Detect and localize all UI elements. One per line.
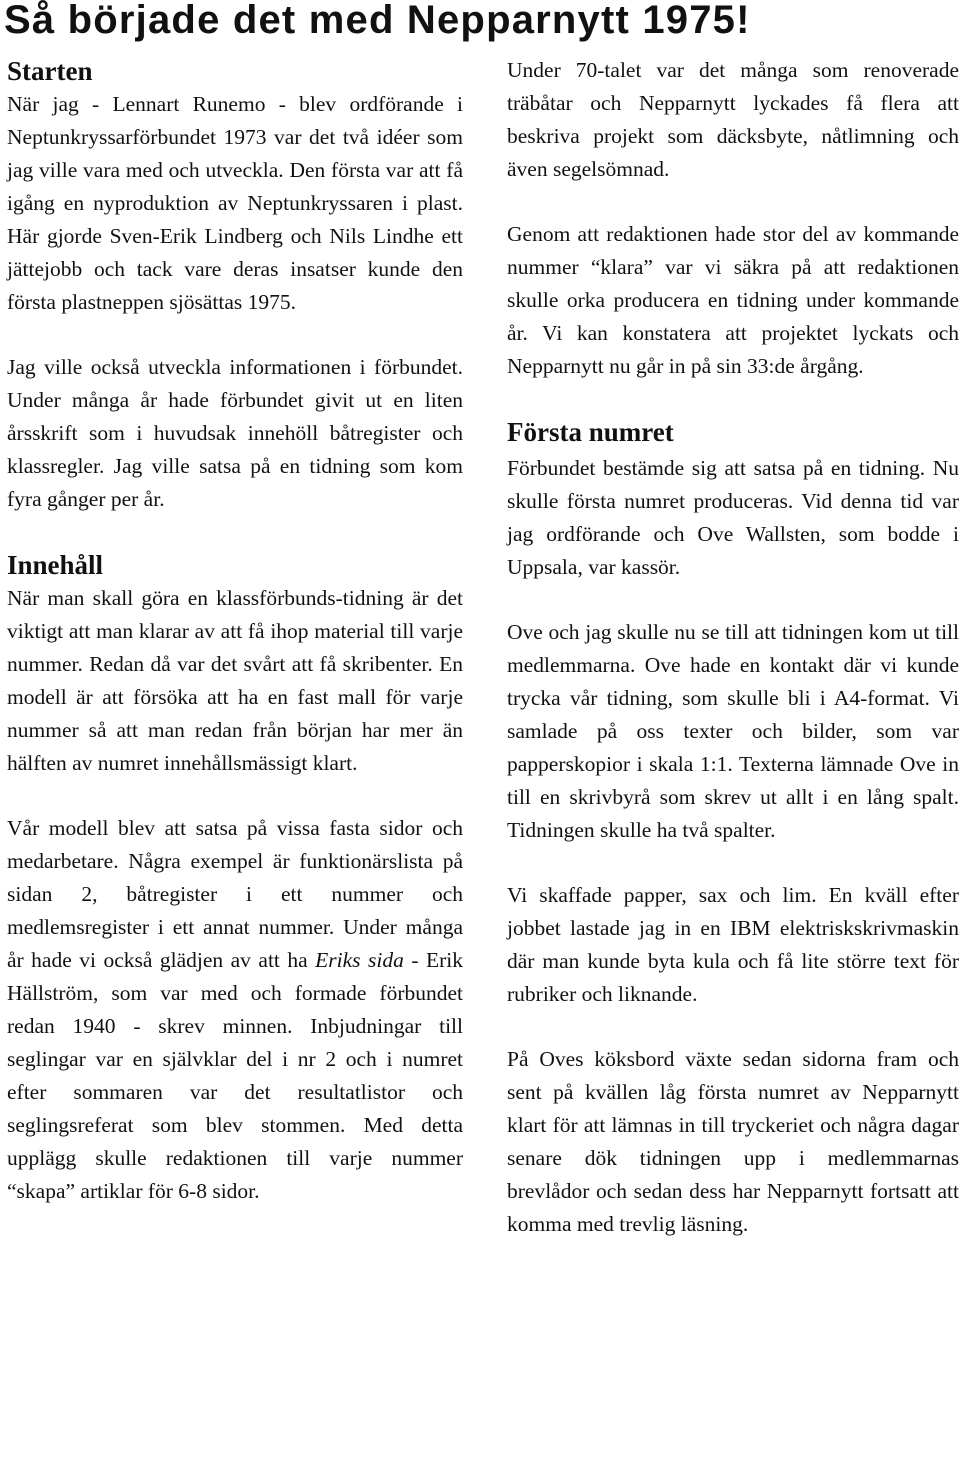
paragraph-innehall-1: När man skall göra en klassförbunds-tidning är det viktigt att man klarar av att få ihop material till varje nummer. Redan då var det svårt att få skribenter. En modell är att försöka att ha en fast mall för varje nummer så att man redan från början har mer än hälften av numret innehållsmässigt klart. — [7, 586, 463, 775]
page-title: Så började det med Nepparnytt 1975! — [4, 0, 751, 42]
paragraph-innehall-2-a: Vår modell blev att satsa på vissa fasta sidor och medarbetare. Några exempel är funktionärslista på sidan 2, båtregister i ett nummer och medlemsregister i ett annat nummer. Under många år hade vi också glädjen av att ha — [7, 816, 463, 972]
paragraph-forsta-1: Förbundet bestämde sig att satsa på en tidning. Nu skulle första numret produceras. Vid denna tid var jag ordförande och Ove Wallsten, som bodde i Uppsala, var kassör. — [507, 456, 959, 579]
heading-starten: Starten — [7, 56, 93, 86]
heading-innehall: Innehåll — [7, 550, 104, 580]
paragraph-innehall-2-b: - Erik Hällström, som var med och formade förbundet redan 1940 - skrev minnen. Inbjudningar till seglingar var en självklar del i nr 2 och i numret efter sommaren var det resultatlistor och seglingsreferat som blev stommen. Med detta upplägg skulle redaktionen till varje nummer “skapa” artiklar för 6-8 sidor. — [7, 948, 463, 1203]
paragraph-innehall-2 — [7, 812, 463, 1208]
left-column — [7, 54, 463, 1224]
paragraph-forsta-2: Ove och jag skulle nu se till att tidningen kom ut till medlemmarna. Ove hade en kontakt där vi kunde trycka vår tidning, som skulle bli i A4-format. Vi samlade på oss texter och bilder, som var papperskopior i skala 1:1. Texterna lämnade Ove in till en skrivbyrå som skrev ut allt i en lång spalt. Tidningen skulle ha två spalter. — [507, 620, 959, 842]
paragraph-right-1: Under 70-talet var det många som renoverade träbåtar och Nepparnytt lyckades få flera att beskriva projekt som däcksbyte, nåtlimning och även segelsömnad. — [507, 58, 959, 181]
paragraph-starten-2: Jag ville också utveckla informationen i förbundet. Under många år hade förbundet givit ut en liten årsskrift som i huvudsak innehöll båtregister och klassregler. Jag ville satsa på en tidning som kom fyra gånger per år. — [7, 355, 463, 511]
right-column — [507, 54, 959, 1257]
paragraph-starten-1: När jag - Lennart Runemo - blev ordförande i Neptunkryssarförbundet 1973 var det två idéer som jag ville vara med och utveckla. Den första var att få igång en nyproduktion av Neptunkryssaren i plast. Här gjorde Sven-Erik Lindberg och Nils Lindhe ett jättejobb och tack vare deras insatser kunde den första plastneppen sjösättas 1975. — [7, 92, 463, 314]
paragraph-forsta-3: Vi skaffade papper, sax och lim. En kväll efter jobbet lastade jag in en IBM elektriskskrivmaskin där man kunde byta kula och få lite större text för rubriker och liknande. — [507, 883, 959, 1006]
paragraph-forsta-4: På Oves köksbord växte sedan sidorna fram och sent på kvällen låg första numret av Nepparnytt klart för att lämnas in till tryckeriet och några dagar senare dök tidningen upp i medlemmarnas brevlådor och sedan dess har Nepparnytt fortsatt att komma med trevlig läsning. — [507, 1047, 959, 1236]
heading-forsta-numret: Första numret — [507, 417, 674, 447]
eriks-sida-italic: Eriks sida — [315, 948, 404, 972]
paragraph-right-2: Genom att redaktionen hade stor del av kommande nummer “klara” var vi säkra på att redaktionen skulle orka producera en tidning under kommande år. Vi kan konstatera att projektet lyckats och Nepparnytt nu går in på sin 33:de årgång. — [507, 222, 959, 378]
